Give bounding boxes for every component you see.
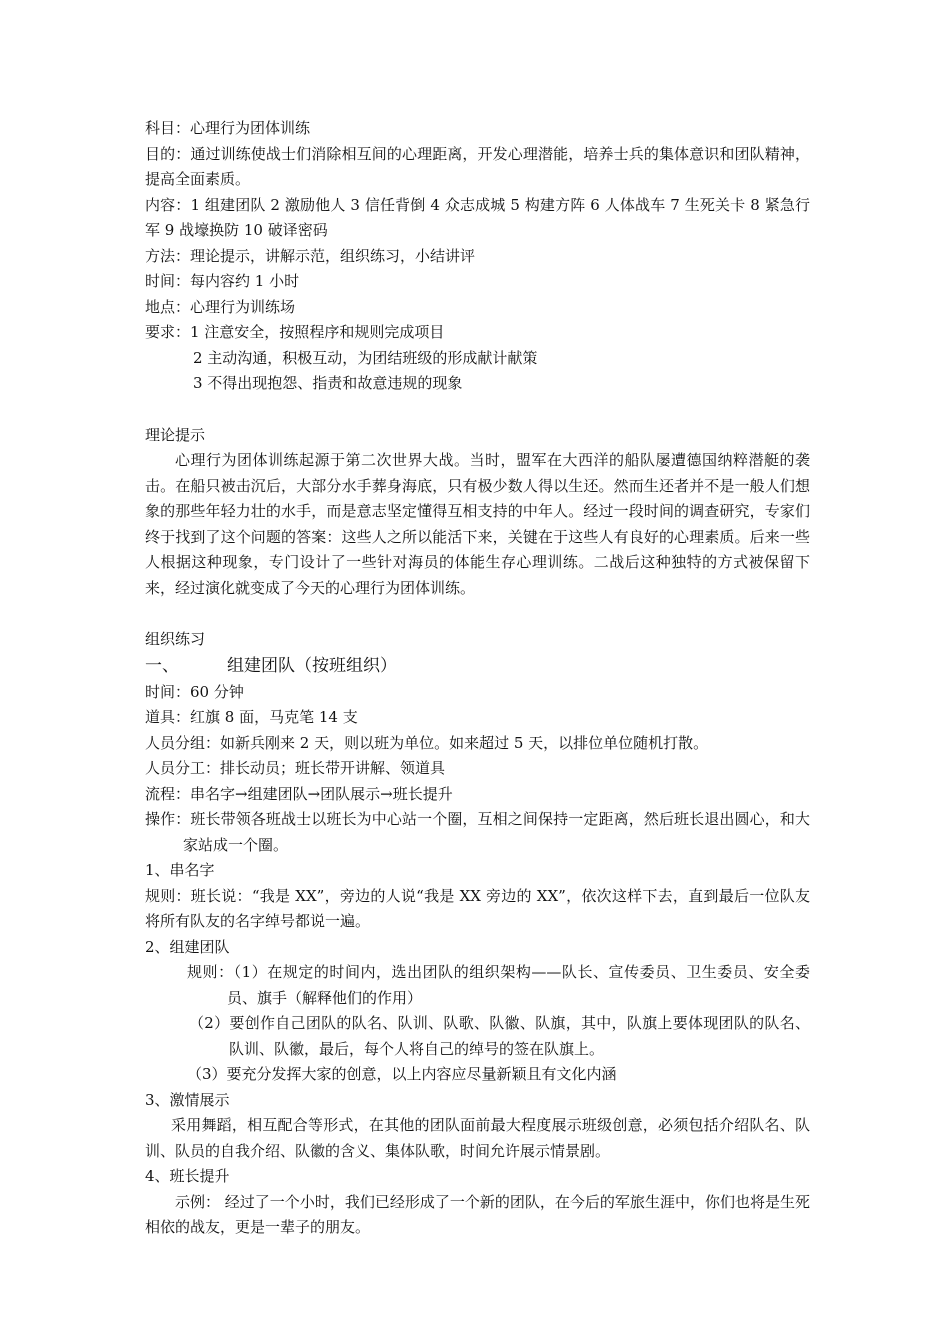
step1-title: 1、串名字 — [145, 861, 215, 879]
time-line: 时间：每内容约 1 小时 — [145, 272, 300, 290]
practice-operation: 操作：班长带领各班战士以班长为中心站一个圈，互相之间保持一定距离，然后班长退出圆心，和大家站成一个圈。 — [145, 810, 810, 854]
practice-title: 组织练习 — [145, 630, 206, 648]
step1-rule: 规则：班长说：“我是 XX”，旁边的人说“我是 XX 旁边的 XX”，依次这样下去，直到最后一位队友将所有队友的名字绰号都说一遍。 — [145, 886, 810, 930]
practice-division: 人员分工：排长动员；班长带开讲解、领道具 — [145, 759, 446, 777]
step2-rule-2: （2）要创作自己团队的队名、队训、队歌、队徽、队旗，其中，队旗上要体现团队的队名、队训、队徽，最后，每个人将自己的绰号的签在队旗上。 — [189, 1014, 810, 1058]
practice-props: 道具：红旗 8 面，马克笔 14 支 — [145, 708, 358, 726]
method-line: 方法：理论提示，讲解示范，组织练习，小结讲评 — [145, 246, 476, 265]
subject-line: 科目：心理行为团体训练 — [145, 119, 311, 137]
document-page — [145, 116, 810, 1241]
practice-grouping: 人员分组：如新兵刚来 2 天，则以班为单位。如来超过 5 天，以排位单位随机打散。 — [145, 733, 709, 752]
step4-title: 4、班长提升 — [145, 1167, 230, 1185]
requirement-1: 要求：1 注意安全，按照程序和规则完成项目 — [145, 323, 445, 341]
section-heading — [145, 653, 810, 680]
step3-body: 采用舞蹈，相互配合等形式，在其他的团队面前最大程度展示班级创意，必须包括介绍队名、队训、队员的自我介绍、队徽的含义、集体队歌，时间允许展示情景剧。 — [145, 1116, 810, 1160]
requirement-2: 2 主动沟通，积极互动，为团结班级的形成献计献策 — [193, 348, 538, 367]
step2-title: 2、组建团队 — [145, 937, 230, 956]
step3-title: 3、激情展示 — [145, 1090, 230, 1109]
purpose-paragraph: 目的：通过训练使战士们消除相互间的心理距离，开发心理潜能，培养士兵的集体意识和团队精神，提高全面素质。 — [145, 144, 810, 188]
step2-rule-1: 规则：（1）在规定的时间内，选出团队的组织架构——队长、宣传委员、卫生委员、安全委员、旗手（解释他们的作用） — [187, 963, 810, 1007]
step4-body: 示例： 经过了一个小时，我们已经形成了一个新的团队，在今后的军旅生涯中，你们也将是生死相依的战友，更是一辈子的朋友。 — [145, 1192, 810, 1236]
practice-time: 时间：60 分钟 — [145, 682, 244, 701]
requirement-3: 3 不得出现抱怨、指责和故意违规的现象 — [193, 374, 463, 392]
theory-title: 理论提示 — [145, 425, 206, 444]
place-line: 地点：心理行为训练场 — [145, 297, 296, 316]
practice-flow: 流程：串名字→组建团队→团队展示→班长提升 — [145, 784, 453, 803]
theory-body: 心理行为团体训练起源于第二次世界大战。当时，盟军在大西洋的船队屡遭德国纳粹潜艇的袭击。在船只被击沉后，大部分水手葬身海底，只有极少数人得以生还。然而生还者并不是一般人们想象的那些年轻力壮的水手，而是意志坚定懂得互相支持的中年人。经过一段时间的调查研究，专家们终于找到了这个问题的答案：这些人之所以能活下来，关键在于这些人有良好的心理素质。后来一些人根据这种现象，专门设计了一些针对海员的体能生存心理训练。二战后这种独特的方式被保留下来，经过演化就变成了今天的心理行为团体训练。 — [145, 451, 810, 597]
spacer — [145, 397, 810, 423]
section-title: 组建团队（按班组织） — [227, 655, 397, 676]
content-paragraph: 内容：1 组建团队 2 激励他人 3 信任背倒 4 众志成城 5 构建方阵 6 人体战车 7 生死关卡 8 紧急行军 9 战壕换防 10 破译密码 — [145, 195, 810, 239]
spacer — [145, 601, 810, 627]
step2-rule-3: （3）要充分发挥大家的创意，以上内容应尽量新颖且有文化内涵 — [187, 1065, 617, 1083]
section-number: 一、 — [145, 655, 179, 676]
